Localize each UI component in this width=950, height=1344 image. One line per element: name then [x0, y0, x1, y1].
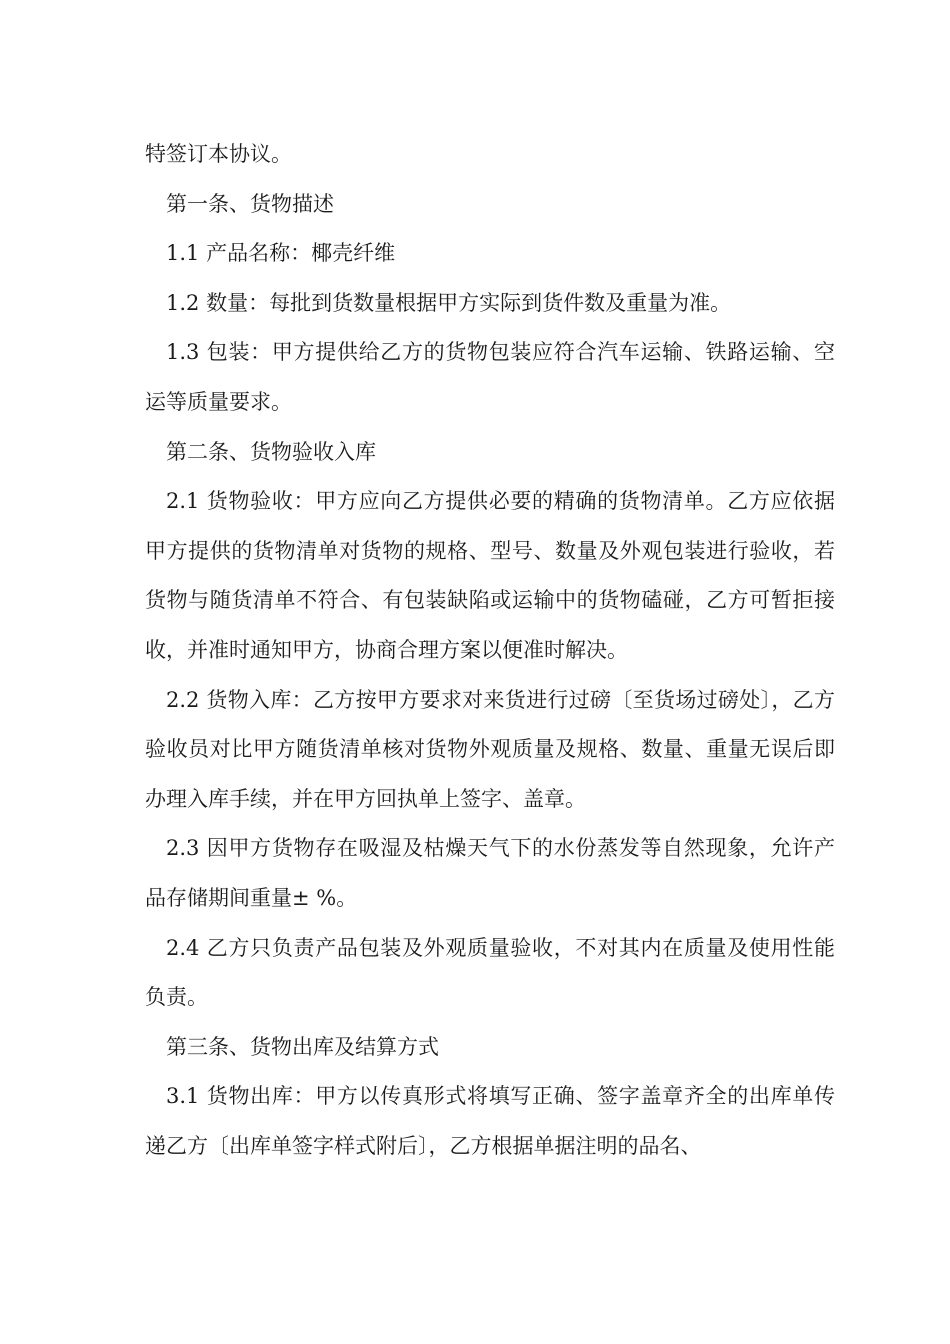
clause-2-4: 2.4 乙方只负责产品包装及外观质量验收，不对其内在质量及使用性能负责。 — [145, 935, 835, 1010]
clause-1-2: 1.2 数量：每批到货数量根据甲方实际到货件数及重量为准。 — [166, 290, 732, 315]
clause-2-2: 2.2 货物入库：乙方按甲方要求对来货进行过磅〔至货场过磅处〕，乙方验收员对比甲方随货清单核对货物外观质量及规格、数量、重量无误后即办理入库手续，并在甲方回执单上签字、盖章。 — [145, 687, 835, 811]
heading-article-2: 第二条、货物验收入库 — [166, 439, 376, 464]
document-body — [145, 130, 835, 1171]
heading-article-3: 第三条、货物出库及结算方式 — [166, 1034, 439, 1059]
clause-2-1: 2.1 货物验收：甲方应向乙方提供必要的精确的货物清单。乙方应依据甲方提供的货物清单对货物的规格、型号、数量及外观包装进行验收，若货物与随货清单不符合、有包装缺陷或运输中的货物磕碰，乙方可暂拒接收，并准时通知甲方，协商合理方案以便准时解决。 — [145, 489, 835, 662]
clause-1-1: 1.1 产品名称：椰壳纤维 — [166, 241, 396, 266]
paragraph-intro: 特签订本协议。 — [145, 142, 292, 166]
clause-2-3: 2.3 因甲方货物存在吸湿及枯燥天气下的水份蒸发等自然现象，允许产品存储期间重量± %。 — [145, 836, 835, 910]
heading-article-1: 第一条、货物描述 — [166, 191, 334, 216]
clause-3-1: 3.1 货物出库：甲方以传真形式将填写正确、签字盖章齐全的出库单传递乙方〔出库单签字样式附后〕，乙方根据单据注明的品名、 — [145, 1084, 835, 1158]
clause-1-3: 1.3 包装：甲方提供给乙方的货物包装应符合汽车运输、铁路运输、空运等质量要求。 — [145, 340, 835, 414]
